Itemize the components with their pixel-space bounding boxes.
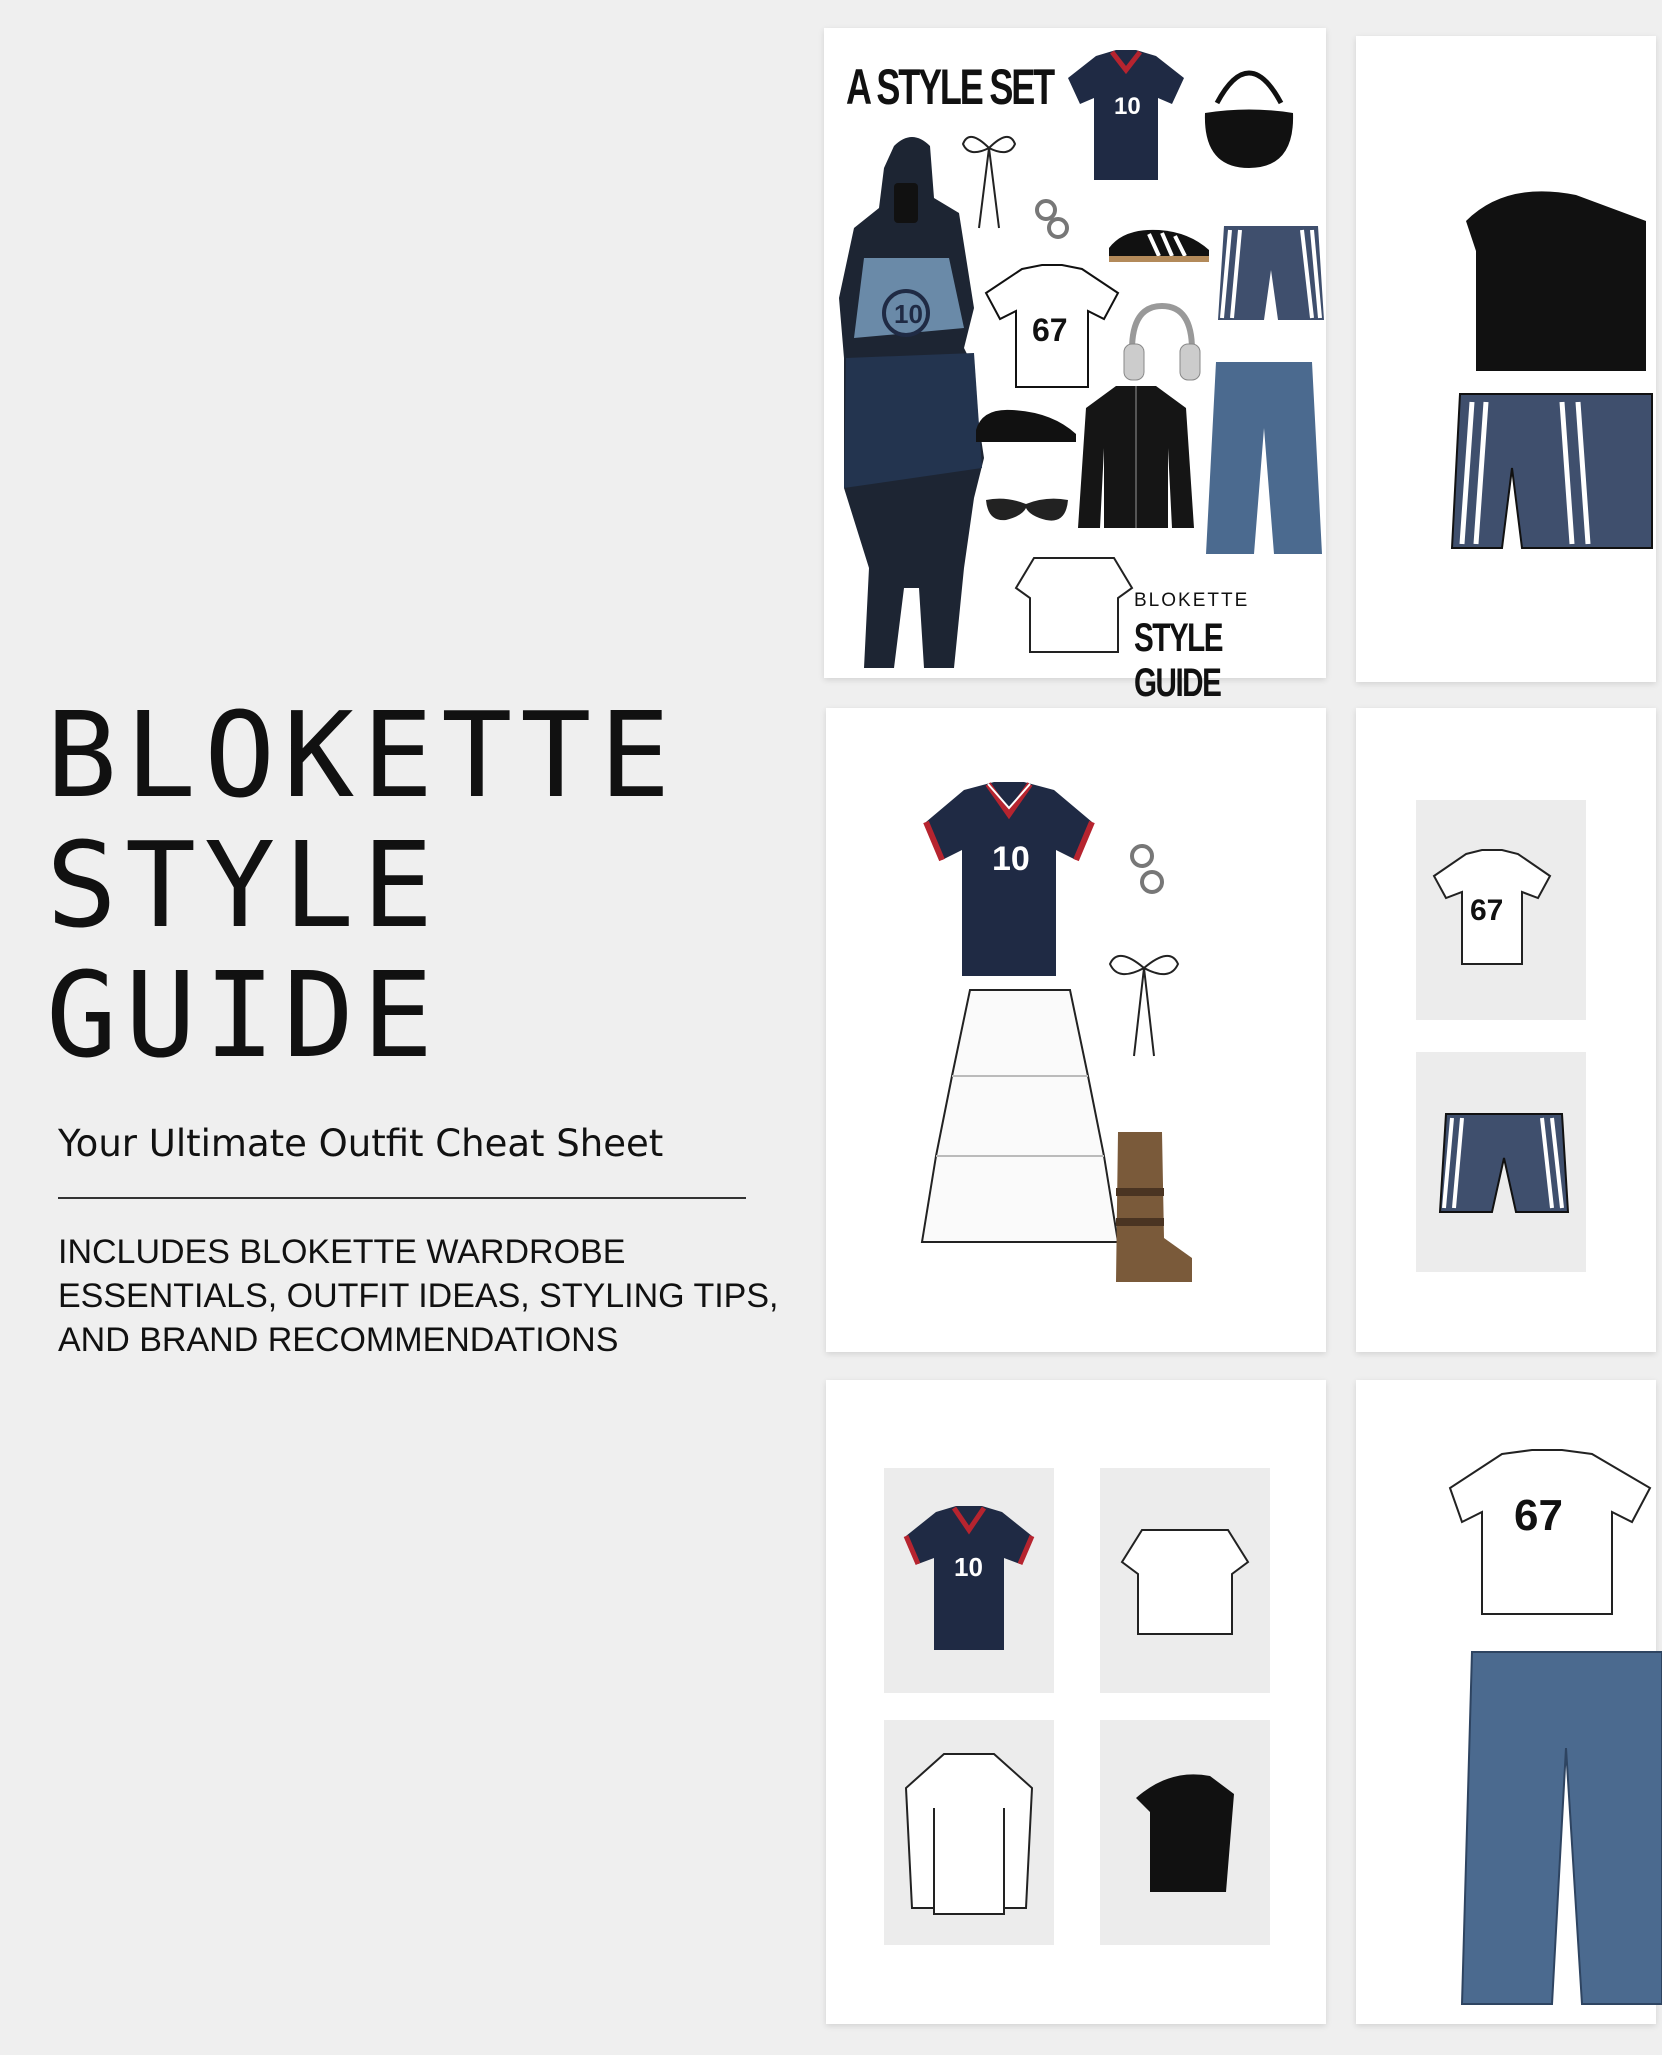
item-tile-shorts [1416, 1052, 1586, 1272]
wide-jeans-icon [1462, 1648, 1662, 2008]
handbag-icon [1199, 58, 1299, 168]
navy-jersey-number: 10 [954, 1552, 983, 1582]
white-tee-icon [982, 263, 1122, 393]
navy-jersey-icon [1066, 48, 1186, 188]
preview-page-outfit-black [1356, 36, 1656, 682]
navy-jersey-icon [904, 1504, 1034, 1654]
wide-jeans-icon [1204, 358, 1324, 558]
white-blouse-icon [1120, 1520, 1250, 1640]
white-tee-icon [1452, 1448, 1652, 1618]
preview-page-outfit-jeans [1356, 1380, 1656, 2024]
item-tile-black-top [1100, 1720, 1270, 1945]
preview-page-items [1356, 708, 1656, 1352]
cover-brand-big: STYLE GUIDE [1134, 616, 1222, 705]
track-shorts-icon [1438, 1108, 1568, 1218]
preview-page-cover [824, 28, 1326, 705]
preview-page-tops-grid [826, 1380, 1326, 2024]
loafers-icon [972, 400, 1082, 450]
track-jacket-icon [1076, 378, 1196, 548]
earrings-icon [1128, 842, 1168, 902]
white-tee-number: 67 [1514, 1491, 1563, 1540]
item-tile-white-blouse [1100, 1468, 1270, 1693]
item-tile-white-shirt [884, 1720, 1054, 1945]
track-shorts-icon [1452, 388, 1652, 558]
sneakers-icon [1104, 218, 1214, 268]
hero-title-line-3: GUIDE [46, 946, 442, 1084]
moto-boot-icon [1106, 1128, 1196, 1288]
navy-jersey-number: 10 [992, 840, 1030, 878]
model-tee-number: 10 [894, 299, 923, 329]
navy-jersey-icon [924, 780, 1094, 980]
earrings-icon [1032, 196, 1072, 246]
hero-description: INCLUDES BLOKETTE WARDROBE ESSENTIALS, OUTFIT IDEAS, STYLING TIPS, AND BRAND RECOMMENDATIONS [58, 1233, 779, 1359]
black-top-icon [1130, 1768, 1240, 1898]
cover-brand-small: BLOKETTE [1134, 590, 1250, 611]
preview-page-outfit-skirt [826, 708, 1326, 1352]
white-tee-number: 67 [1470, 894, 1504, 927]
item-tile-navy-jersey [884, 1468, 1054, 1693]
hero-subtitle: Your Ultimate Outfit Cheat Sheet [58, 1122, 664, 1165]
white-tee-number: 67 [1032, 312, 1068, 348]
hero-title-line-1: BLOKETTE [46, 686, 679, 824]
white-maxi-skirt-icon [920, 986, 1120, 1246]
cover-heading: A STYLE SET [846, 59, 1053, 115]
white-blouse-icon [1014, 548, 1134, 658]
black-top-icon [1446, 181, 1646, 381]
hero-title [46, 686, 679, 1084]
white-tee-icon [1432, 848, 1552, 968]
track-shorts-icon [1216, 220, 1326, 330]
white-shirt-icon [904, 1748, 1034, 1918]
hero-divider [58, 1197, 746, 1199]
sunglasses-icon [982, 490, 1072, 530]
item-tile-white-tee [1416, 800, 1586, 1020]
hair-ribbon-icon [959, 128, 1019, 238]
hero-title-line-2: STYLE [46, 816, 442, 954]
headphones-icon [1122, 300, 1202, 390]
navy-jersey-number: 10 [1114, 93, 1141, 120]
